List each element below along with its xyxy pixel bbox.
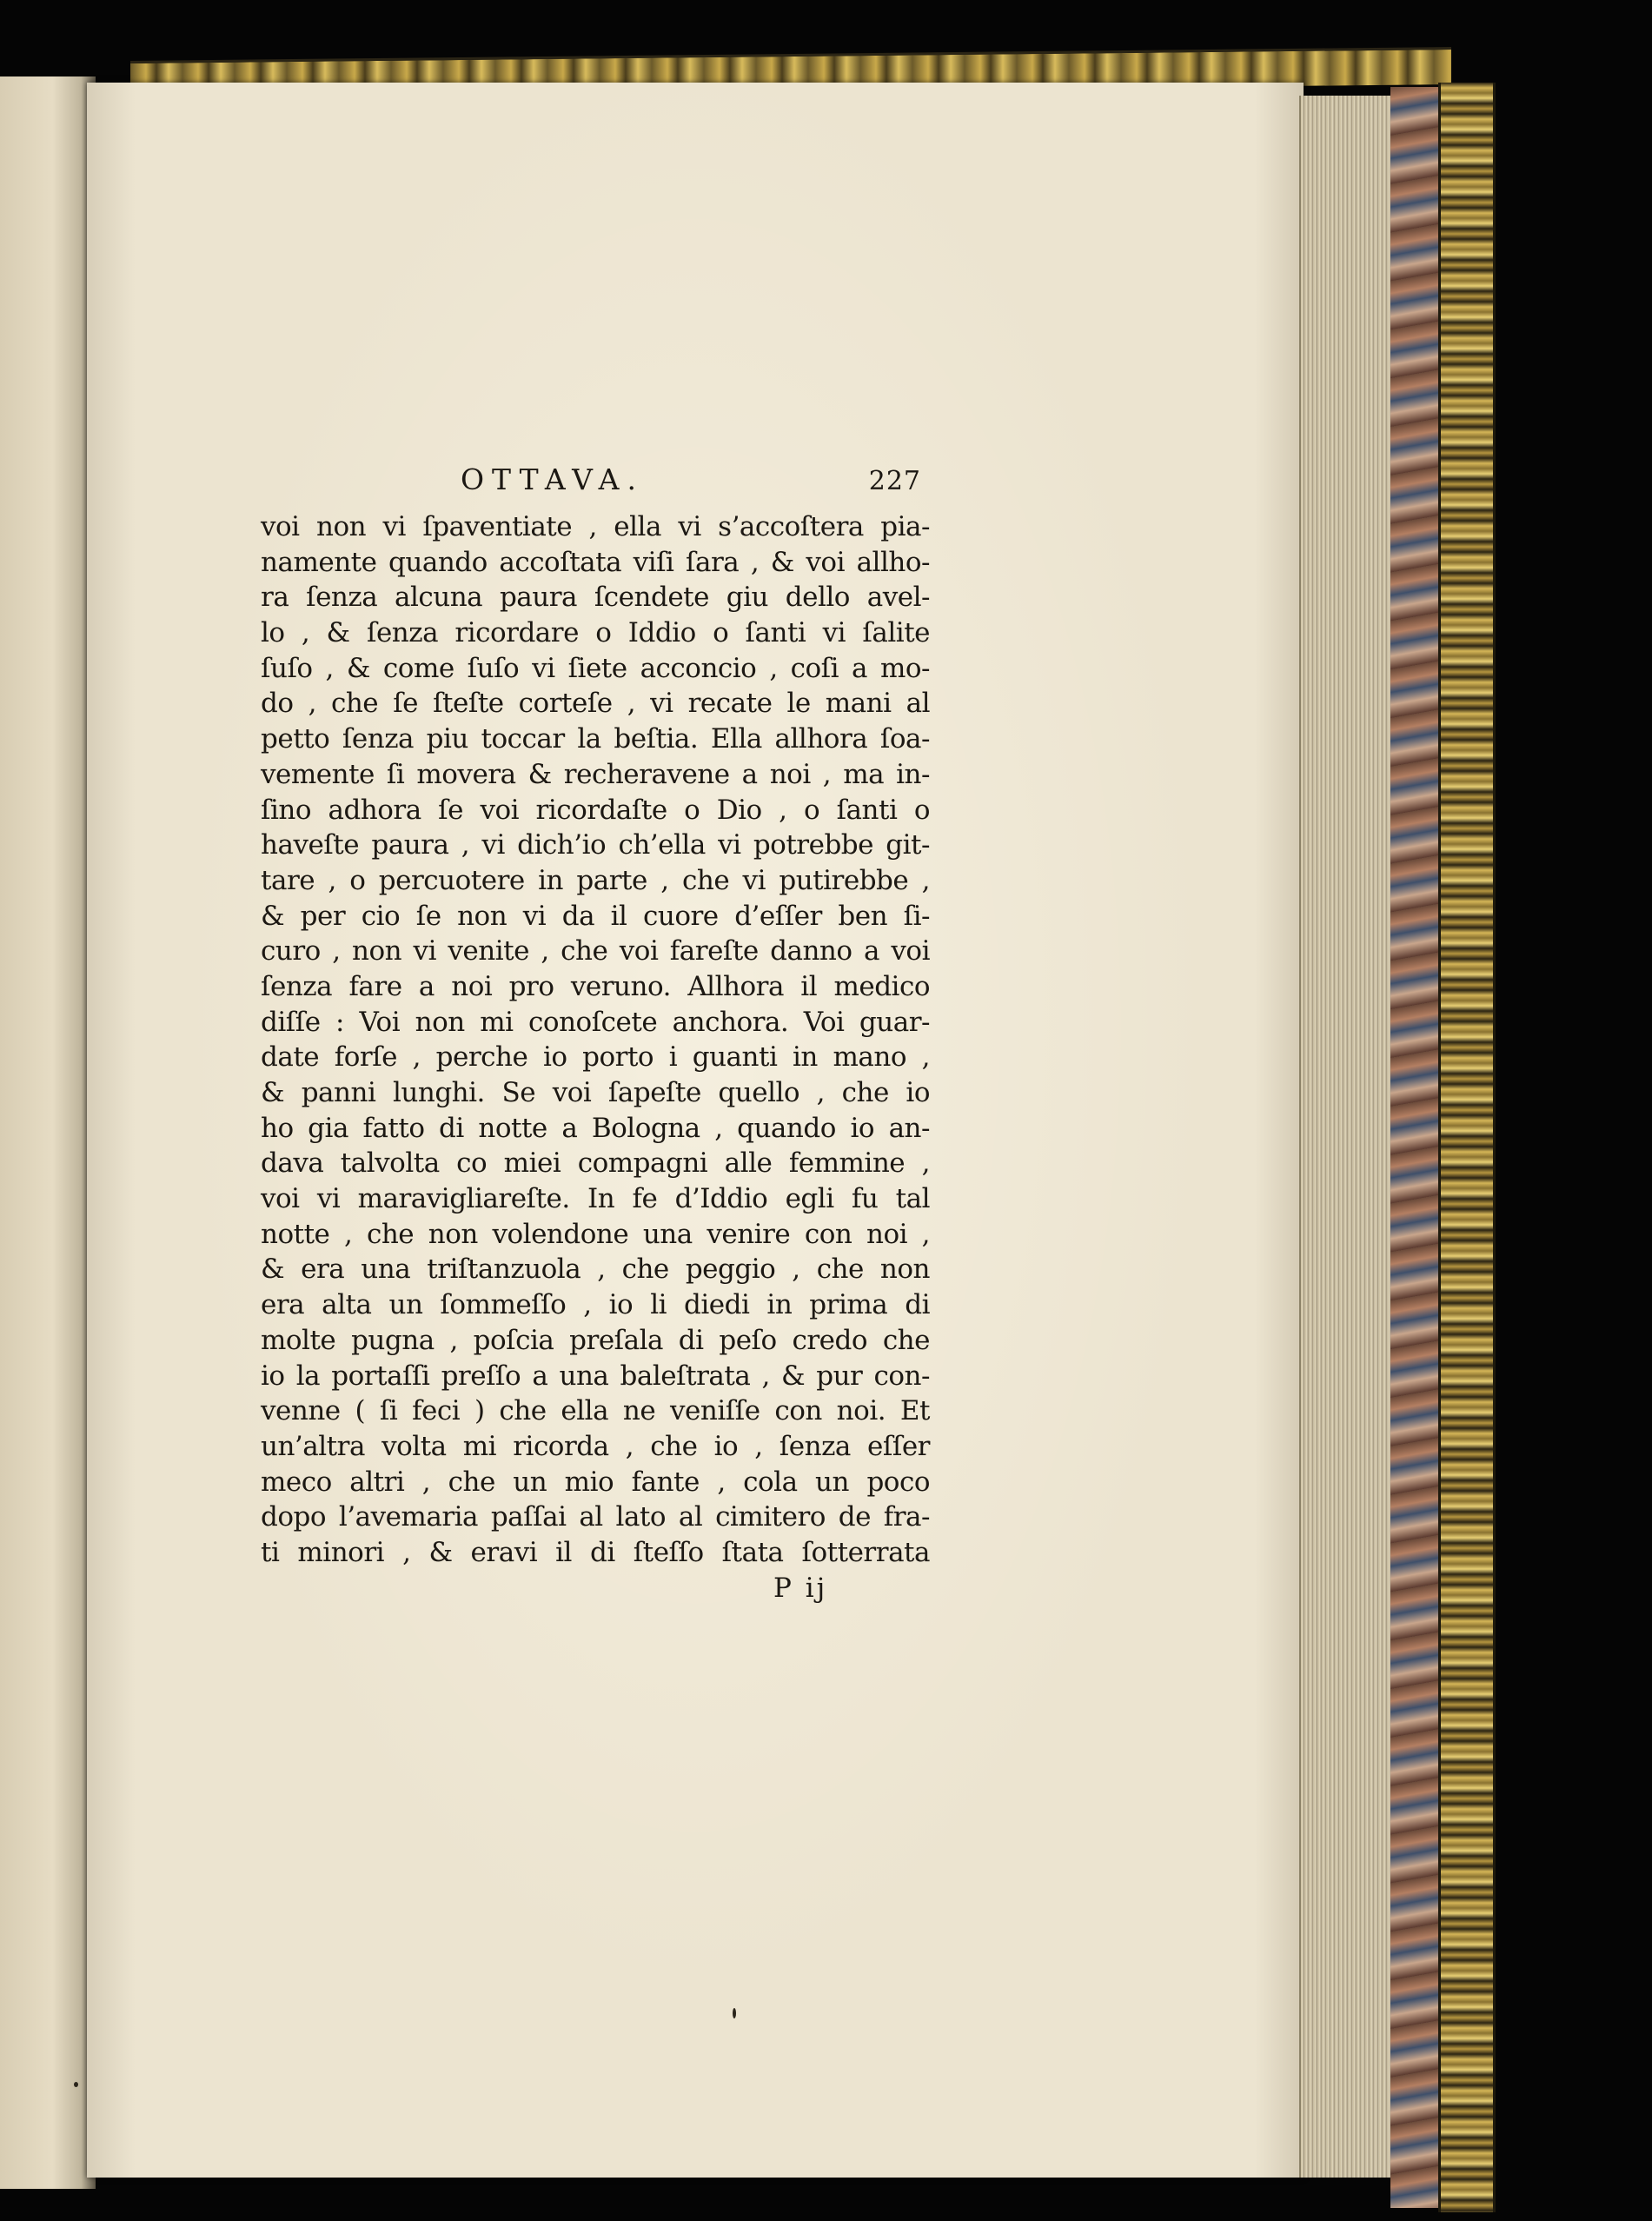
speck: [74, 2082, 78, 2087]
text-line: haveſte paura , vi dich’io ch’ella vi potrebbe git-: [261, 829, 930, 861]
text-line: curo , non vi venite , che voi fareſte danno a voi: [261, 935, 930, 968]
text-line: voi vi maravigliareſte. In fe d’Iddio egli fu tal: [261, 1183, 930, 1215]
text-line: ſino adhora ſe voi ricordaſte o Dio , o ſanti o: [261, 794, 930, 826]
speck: [733, 2008, 736, 2018]
text-line: un’altra volta mi ricorda , che io , ſenza eſſer: [261, 1430, 930, 1462]
text-line: lo , & ſenza ricordare o Iddio o ſanti vi ſalite: [261, 617, 930, 649]
page-edges: [1299, 96, 1397, 2178]
text-line: era alta un ſommeſſo , io li diedi in prima di: [261, 1289, 930, 1321]
text-line: tare , o percuotere in parte , che vi putirebbe ,: [261, 864, 930, 896]
marbled-board: [1390, 87, 1443, 2208]
text-line: ra ſenza alcuna paura ſcendete giu dello avel-: [261, 582, 930, 614]
signature-mark-text: P ij: [773, 1572, 828, 1604]
previous-page-edge: [0, 76, 96, 2189]
text-line: & per cio ſe non vi da il cuore d’eſſer ben ſi-: [261, 900, 930, 932]
text-line: meco altri , che un mio fante , cola un poco: [261, 1466, 930, 1498]
signature-mark: [261, 1573, 930, 1611]
text-line: venne ( ſi feci ) che ella ne veniſſe con noi. Et: [261, 1395, 930, 1427]
text-line: petto ſenza piu toccar la beſtia. Ella allhora ſoa-: [261, 723, 930, 755]
text-block: [261, 462, 930, 1611]
text-line: ti minori , & eravi il di ſteſſo ſtata ſotterrata: [261, 1536, 930, 1568]
text-line: notte , che non volendone una venire con noi ,: [261, 1218, 930, 1250]
body-text: [261, 509, 930, 1571]
text-line: namente quando accoſtata viſi ſara , & voi allho-: [261, 546, 930, 578]
text-line: & era una triſtanzuola , che peggio , che non: [261, 1253, 930, 1286]
text-line: date forſe , perche io porto i guanti in mano ,: [261, 1041, 930, 1074]
text-line: dopo l’avemaria paſſai al lato al cimitero de fra-: [261, 1501, 930, 1533]
page-number: 227: [868, 466, 921, 496]
text-line: ſenza fare a noi pro veruno. Allhora il medico: [261, 970, 930, 1002]
text-line: ho gia fatto di notte a Bologna , quando io an-: [261, 1112, 930, 1144]
gilt-spine-ornament: [1438, 83, 1496, 2212]
text-line: dava talvolta co miei compagni alle femmine ,: [261, 1147, 930, 1180]
text-line: do , che ſe ſteſte corteſe , vi recate le mani al: [261, 688, 930, 720]
running-head: OTTAVA.: [461, 462, 644, 496]
text-line: diſſe : Voi non mi conoſcete anchora. Voi guar-: [261, 1006, 930, 1038]
text-line: & panni lunghi. Se voi ſapeſte quello , che io: [261, 1077, 930, 1108]
page-header: [261, 462, 930, 506]
text-line: io la portaſſi preſſo a una baleſtrata , & pur con-: [261, 1360, 930, 1392]
text-line: ſuſo , & come ſuſo vi ſiete acconcio , coſi a mo-: [261, 652, 930, 684]
text-line: molte pugna , poſcia preſala di peſo credo che: [261, 1324, 930, 1356]
text-line: voi non vi ſpaventiate , ella vi s’accoſtera pia-: [261, 511, 930, 542]
text-line: vemente ſi movera & recheravene a noi , ma in-: [261, 758, 930, 790]
